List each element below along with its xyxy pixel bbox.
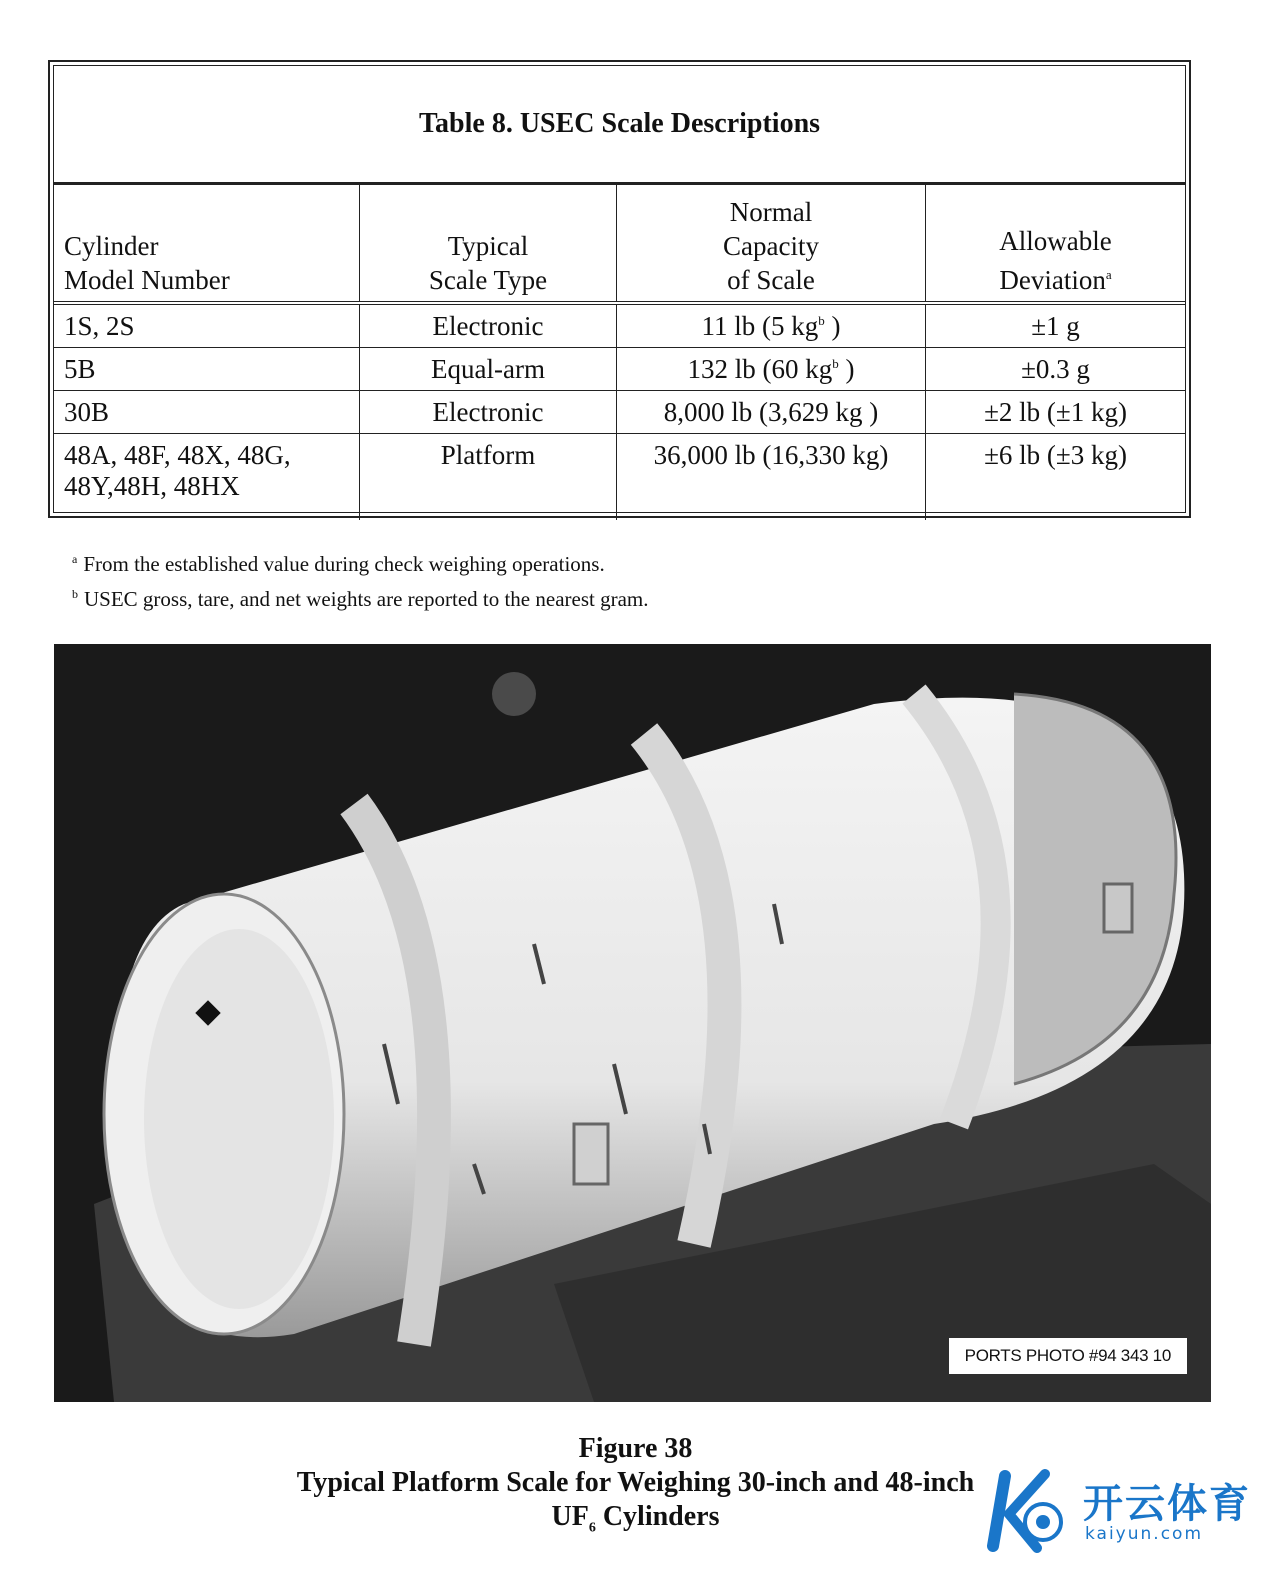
table-title: Table 8. USEC Scale Descriptions [54, 66, 1185, 184]
table-row [54, 434, 1185, 521]
kaiyun-logo-icon [975, 1466, 1075, 1556]
cell-model: 30B [54, 391, 360, 434]
watermark-en: kaiyun.com [1085, 1524, 1204, 1544]
header-deviation: Allowable Deviation$^a$ [926, 185, 1186, 304]
footnote-b: $^b$ USEC gross, tare, and net weights are reported to the nearest gram. [72, 587, 649, 611]
cylinder-photo [54, 644, 1211, 1402]
table-row [54, 303, 1185, 348]
table-header-row [54, 185, 1185, 304]
table-grid [54, 184, 1185, 520]
cell-model: 48A, 48F, 48X, 48G, 48Y,48H, 48HX [54, 434, 360, 521]
figure-title-line3: $UF_6$ Cylinders [551, 1501, 720, 1536]
cell-deviation: ±0.3 g [926, 348, 1186, 391]
cell-scale-type: Electronic [360, 391, 617, 434]
cell-scale-type: Electronic [360, 303, 617, 348]
table-footnotes [72, 544, 649, 614]
figure-title: Typical Platform Scale for Weighing 30-inch and 48-inch [296, 1467, 975, 1498]
cell-capacity: 11 lb (5 $kg^b$ ) [617, 303, 926, 348]
cylinder-illustration [54, 644, 1211, 1402]
cell-deviation: ±2 lb (±1 kg) [926, 391, 1186, 434]
cell-deviation: ±6 lb (±3 kg) [926, 434, 1186, 521]
cell-capacity: 132 lb (60 $kg^b$ ) [617, 348, 926, 391]
photo-label: PORTS PHOTO #94 343 10 [949, 1338, 1187, 1374]
cell-scale-type: Equal-arm [360, 348, 617, 391]
header-cylinder-model: Cylinder Model Number [54, 185, 360, 304]
cell-deviation: ±1 g [926, 303, 1186, 348]
cell-model: 5B [54, 348, 360, 391]
table-row [54, 391, 1185, 434]
table-row [54, 348, 1185, 391]
cell-capacity: 36,000 lb (16,330 kg) [617, 434, 926, 521]
scale-descriptions-table [48, 60, 1191, 518]
figure-number: Figure 38 [578, 1433, 693, 1464]
cell-scale-type: Platform [360, 434, 617, 521]
watermark-cn: 开云体育 [1083, 1481, 1251, 1527]
header-capacity: Normal Capacity of Scale [617, 185, 926, 304]
cell-model: 1S, 2S [54, 303, 360, 348]
cell-capacity: 8,000 lb (3,629 kg ) [617, 391, 926, 434]
footnote-a: $^a$ From the established value during check weighing operations. [72, 552, 605, 576]
kaiyun-watermark [975, 1466, 1255, 1556]
header-scale-type: Typical Scale Type [360, 185, 617, 304]
